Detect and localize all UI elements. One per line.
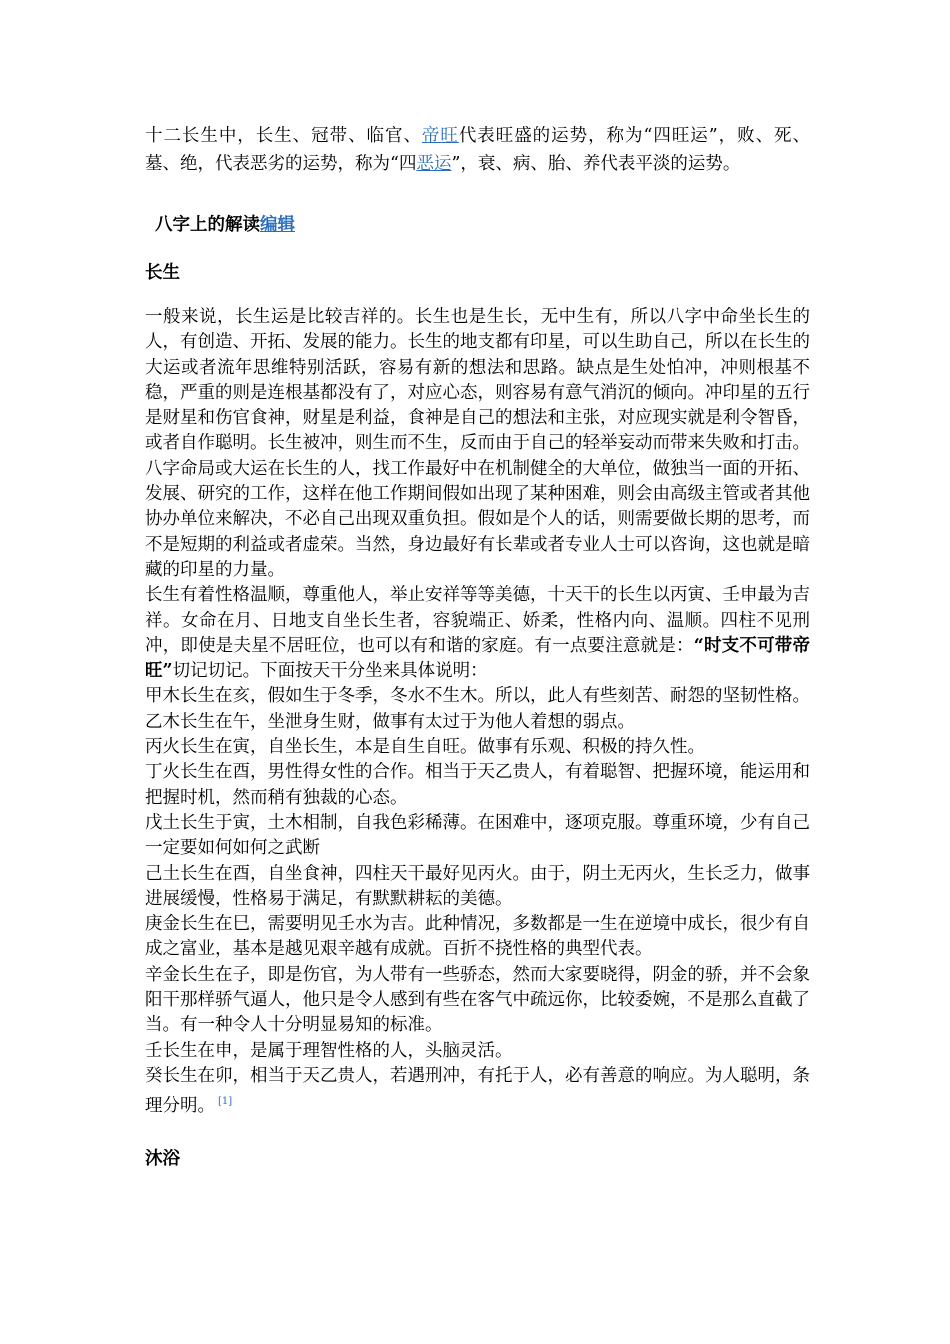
changsheng-body: [145, 305, 810, 1119]
changsheng-heading: 长生: [145, 263, 180, 283]
stem-item: 丙火长生在寅，自坐长生，本是自生自旺。做事有乐观、积极的持久性。: [145, 737, 705, 758]
section-title: 八字上的解读: [155, 215, 260, 235]
edit-link[interactable]: 编辑: [260, 215, 295, 235]
changsheng-paragraph-3: [145, 583, 810, 684]
citation-link[interactable]: [1]: [218, 1096, 233, 1108]
intro-paragraph: [145, 122, 810, 178]
p3-emphasis: “时支不可带帝旺”: [145, 635, 810, 682]
muyu-heading: 沐浴: [145, 1149, 180, 1170]
stem-item: 庚金长生在巳，需要明见壬水为吉。此种情况，多数都是一生在逆境中成长，很少有自成之富业，基本是越见艰辛越有成就。百折不挠性格的典型代表。: [145, 914, 810, 960]
section-heading: [155, 211, 810, 239]
eyun-link[interactable]: 恶运: [416, 154, 452, 174]
intro-text-2: 代表旺盛的运势，称为“四旺运”，败、死、墓、绝，代表恶劣的运势，称为“四: [145, 126, 810, 174]
stem-item: 戊土长生于寅，土木相制，自我色彩稀薄。在困难中，逐项克服。尊重环境，少有自己一定要如何如何之武断: [145, 812, 810, 859]
p3-text-b: 切记切记。下面按天干分坐来具体说明：: [172, 661, 488, 682]
stem-item: 辛金长生在子，即是伤官，为人带有一些骄态，然而大家要晓得，阴金的骄，并不会象阳干那样骄气逼人，他只是令人感到有些在客气中疏远你，比较委婉，不是那么直截了当。有一种令人十分明显易知的标准。: [145, 964, 810, 1036]
intro-text-3: ”，衰、病、胎、养代表平淡的运势。: [451, 154, 741, 174]
stem-item: 己土长生在酉，自坐食神，四柱天干最好见丙火。由于，阴土无丙火，生长乏力，做事进展缓慢，性格易于满足，有默默耕耘的美德。: [145, 863, 810, 909]
changsheng-paragraph-1: 一般来说，长生运是比较吉祥的。长生也是生长，无中生有，所以八字中命坐长生的人，有创造、开拓、发展的能力。长生的地支都有印星，可以生助自己，所以在长生的大运或者流年思维特别活跃，容易有新的想法和思路。缺点是生处怕冲，冲则根基不稳，严重的则是连根基都没有了，对应心态，则容易有意气消沉的倾向。冲印星的五行是财星和伤官食神，财星是利益，食神是自己的想法和主张，对应现实就是利令智昏，或者自作聪明。长生被冲，则生而不生，反而由于自己的轻举妄动而带来失败和打击。: [145, 307, 810, 454]
stem-item: 壬长生在申，是属于理智性格的人，头脑灵活。: [145, 1040, 513, 1061]
stem-item: 丁火长生在酉，男性得女性的合作。相当于天乙贵人，有着聪智、把握环境，能运用和把握时机，然而稍有独裁的心态。: [145, 762, 810, 808]
document-page: [145, 122, 810, 1173]
changsheng-paragraph-2: 八字命局或大运在长生的人，找工作最好中在机制健全的大单位，做独当一面的开拓、发展、研究的工作，这样在他工作期间假如出现了某种困难，则会由高级主管或者其他协办单位来解决，不必自己出现双重负担。假如是个人的话，则需要做长期的思考，而不是短期的利益或者虚荣。当然，身边最好有长辈或者专业人士可以咨询，这也就是暗藏的印星的力量。: [145, 458, 810, 580]
intro-text-1: 十二长生中，长生、冠带、临官、: [145, 126, 422, 146]
stem-item: 甲木长生在亥，假如生于冬季，冬水不生木。所以，此人有些刻苦、耐怨的坚韧性格。: [145, 686, 810, 707]
p3-text-a: 长生有着性格温顺，尊重他人，举止安祥等等美德，十天干的长生以丙寅、壬申最为吉祥。女命在月、日地支自坐长生者，容貌端正、娇柔，性格内向、温顺。四柱不见刑冲，即使是夫星不居旺位，也可以有和谐的家庭。有一点要注意就是：: [145, 585, 810, 656]
diwang-link[interactable]: 帝旺: [421, 126, 459, 146]
stem-item-last: [145, 1064, 810, 1119]
last-item-text: 癸长生在卯，相当于天乙贵人，若遇刑冲，有托于人，必有善意的响应。为人聪明，条理分明。: [145, 1065, 810, 1117]
stem-item: 乙木长生在午，坐泄身生财，做事有太过于为他人着想的弱点。: [145, 711, 635, 732]
